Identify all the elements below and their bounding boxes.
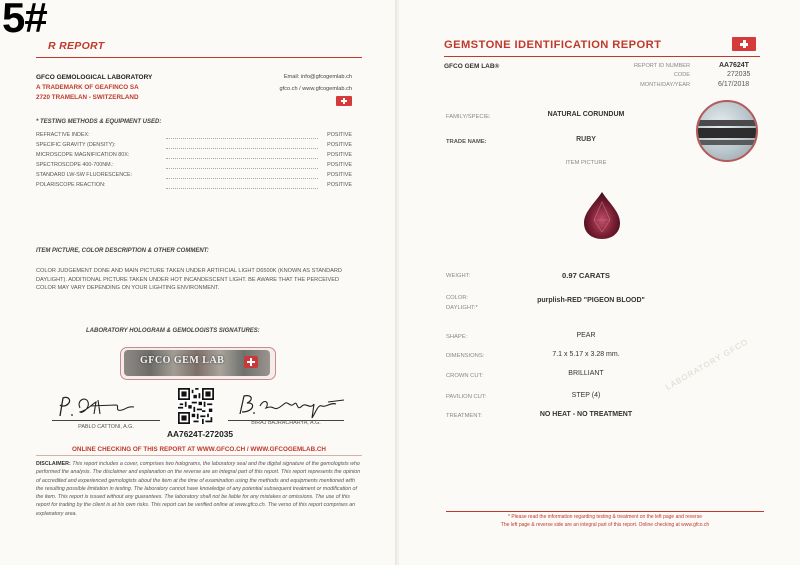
signature-left-icon: [54, 394, 140, 420]
crown-cut-value: BRILLIANT: [568, 370, 604, 377]
method-label: POLARISCOPE REACTION:: [36, 182, 106, 188]
watermark: LABORATORY GFCO: [664, 337, 750, 392]
method-value: POSITIVE: [327, 162, 352, 168]
pavilion-cut-value: STEP (4): [571, 392, 601, 399]
method-row: [36, 152, 352, 161]
disclaimer-text: This report includes a cover, comprises two holograms, the laboratory seal and the digital signature of the gemologists who performed the analysis. The disclaimer and explanation on the reverse are an integral part of this report. This report represents the opinion of accredited and experienced gemologists about the item at the time of examination using the methods and equipments mentioned with the resulting possible limitation in testing. The laboratory cannot have knowledge of any potential subsequent treatment or modification of the item. This report is issued without any guarantees. The laboratory shall not be liable for any mistakes or omissions. The use of this report for trading by the client is at his own risks. This report can be verified online at www.gfco.ch. The verso of this report comprises an explanatory area.: [36, 461, 361, 517]
weight-value: 0.97 CARATS: [562, 271, 610, 280]
left-page-title: R REPORT: [48, 40, 105, 52]
method-row: [36, 132, 352, 141]
overlay-label: 5#: [2, 0, 47, 41]
method-row: [36, 162, 352, 171]
disclaimer: [36, 460, 362, 518]
left-title-rule: [36, 57, 362, 58]
report-id: AA7624T: [719, 62, 749, 69]
seal-band: [698, 120, 758, 126]
swiss-flag-icon: [336, 96, 352, 106]
method-value: POSITIVE: [327, 182, 352, 188]
title-rule: [444, 56, 760, 57]
disclaimer-label: DISCLAIMER:: [36, 461, 71, 467]
leader-dots: [166, 168, 318, 169]
report-code: AA7624T-272035: [166, 429, 234, 439]
color-comment: COLOR JUDGEMENT DONE AND MAIN PICTURE TAKEN UNDER ARTIFICIAL LIGHT D6500K (KNOWN AS STANDARD DAYLIGHT). ADDITIONAL PICTURE TAKEN UNDER HOT INCANDESCENT LIGHT. BE AWARE THAT THE PERCEIVED COLOR MAY VARY DEPENDING ON YOUR LIGHTING ENVIRONMENT.: [36, 268, 342, 292]
signature-line-left: [52, 420, 160, 421]
hologram-flag-icon: [244, 356, 258, 368]
lab-brand: GFCO GEM LAB®: [444, 63, 500, 70]
method-label: SPECTROSCOPE 400-700NM.:: [36, 162, 114, 168]
meta-label: MONTH/DAY/YEAR: [640, 82, 690, 88]
signer-right: BIRAJ BAJRACHARYA, A.G.: [251, 420, 321, 426]
color-label: COLOR:: [446, 295, 469, 301]
shape-value: PEAR: [576, 332, 596, 339]
report-title: GEMSTONE IDENTIFICATION REPORT: [444, 39, 662, 51]
signer-left: PABLO CATTONI, A.G.: [78, 424, 134, 430]
online-rule: [36, 455, 362, 456]
leader-dots: [166, 188, 318, 189]
method-value: POSITIVE: [327, 172, 352, 178]
leader-dots: [166, 148, 318, 149]
swiss-flag-icon: [732, 37, 756, 51]
method-label: SPECIFIC GRAVITY (DENSITY):: [36, 142, 116, 148]
treatment-label: TREATMENT:: [446, 413, 482, 419]
ruby-gem-picture: [580, 190, 624, 240]
method-label: STANDARD LW-SW FLUORESCENCE:: [36, 172, 133, 178]
online-check-link[interactable]: ONLINE CHECKING OF THIS REPORT AT WWW.GFCO.CH / WWW.GFCOGEMLAB.CH: [72, 446, 326, 453]
trade-label: TRADE NAME:: [446, 139, 487, 145]
trade-value: RUBY: [576, 136, 596, 143]
lab-name: GFCO GEMOLOGICAL LABORATORY: [36, 74, 153, 81]
pavilion-cut-label: PAVILION CUT:: [446, 394, 487, 400]
footer-note: The left page & reverse side are an integral part of this report. Online checking at www.gfco.ch: [500, 522, 710, 528]
signature-right-icon: [232, 392, 352, 420]
seal-band: [698, 140, 758, 145]
report-date: 6/17/2018: [718, 81, 750, 88]
gem-seal-hologram: [696, 100, 758, 162]
lab-trademark: A TRADEMARK OF GEAFINCO SA: [36, 84, 139, 91]
shape-label: SHAPE:: [446, 334, 468, 340]
footer-note: * Please read the information regarding testing & treatment on the left page and reverse: [507, 514, 702, 520]
qr-code-icon: [178, 388, 214, 424]
lab-address: 2720 TRAMELAN - SWITZERLAND: [36, 94, 139, 101]
lab-email: Email: info@gfcogemlab.ch: [283, 74, 352, 80]
seal-band: [698, 128, 758, 138]
leader-dots: [166, 158, 318, 159]
method-label: MICROSCOPE MAGNIFICATION 80X:: [36, 152, 130, 158]
weight-label: WEIGHT:: [446, 273, 471, 279]
report-code-value: 272035: [727, 71, 751, 78]
family-label: FAMILY/SPECIE:: [446, 114, 491, 120]
footer-rule: [446, 511, 764, 512]
method-label: REFRACTIVE INDEX:: [36, 132, 90, 138]
methods-heading: * TESTING METHODS & EQUIPMENT USED:: [36, 119, 162, 125]
lab-website: gfco.ch / www.gfcogemlab.ch: [279, 86, 352, 92]
leader-dots: [166, 138, 318, 139]
meta-label: REPORT ID NUMBER: [633, 63, 690, 69]
method-value: POSITIVE: [327, 152, 352, 158]
treatment-value: NO HEAT - NO TREATMENT: [539, 411, 633, 418]
dimensions-label: DIMENSIONS:: [446, 353, 485, 359]
hologram-text: GFCO GEM LAB: [140, 355, 225, 366]
daylight-label: DAYLIGHT:*: [446, 305, 478, 311]
method-row: [36, 172, 352, 181]
method-value: POSITIVE: [327, 142, 352, 148]
crown-cut-label: CROWN CUT:: [446, 373, 484, 379]
method-value: POSITIVE: [327, 132, 352, 138]
family-value: NATURAL CORUNDUM: [547, 111, 625, 118]
method-row: [36, 142, 352, 151]
color-value: purplish-RED "PIGEON BLOOD": [537, 297, 645, 304]
picture-comment-heading: ITEM PICTURE, COLOR DESCRIPTION & OTHER COMMENT:: [36, 248, 209, 254]
leader-dots: [166, 178, 318, 179]
item-picture-label: ITEM PICTURE: [565, 160, 607, 166]
dimensions-value: 7.1 x 5.17 x 3.28 mm.: [552, 351, 620, 358]
meta-label: CODE: [673, 72, 690, 78]
method-row: [36, 182, 352, 191]
hologram-heading: LABORATORY HOLOGRAM & GEMOLOGISTS SIGNATURES:: [86, 328, 260, 334]
